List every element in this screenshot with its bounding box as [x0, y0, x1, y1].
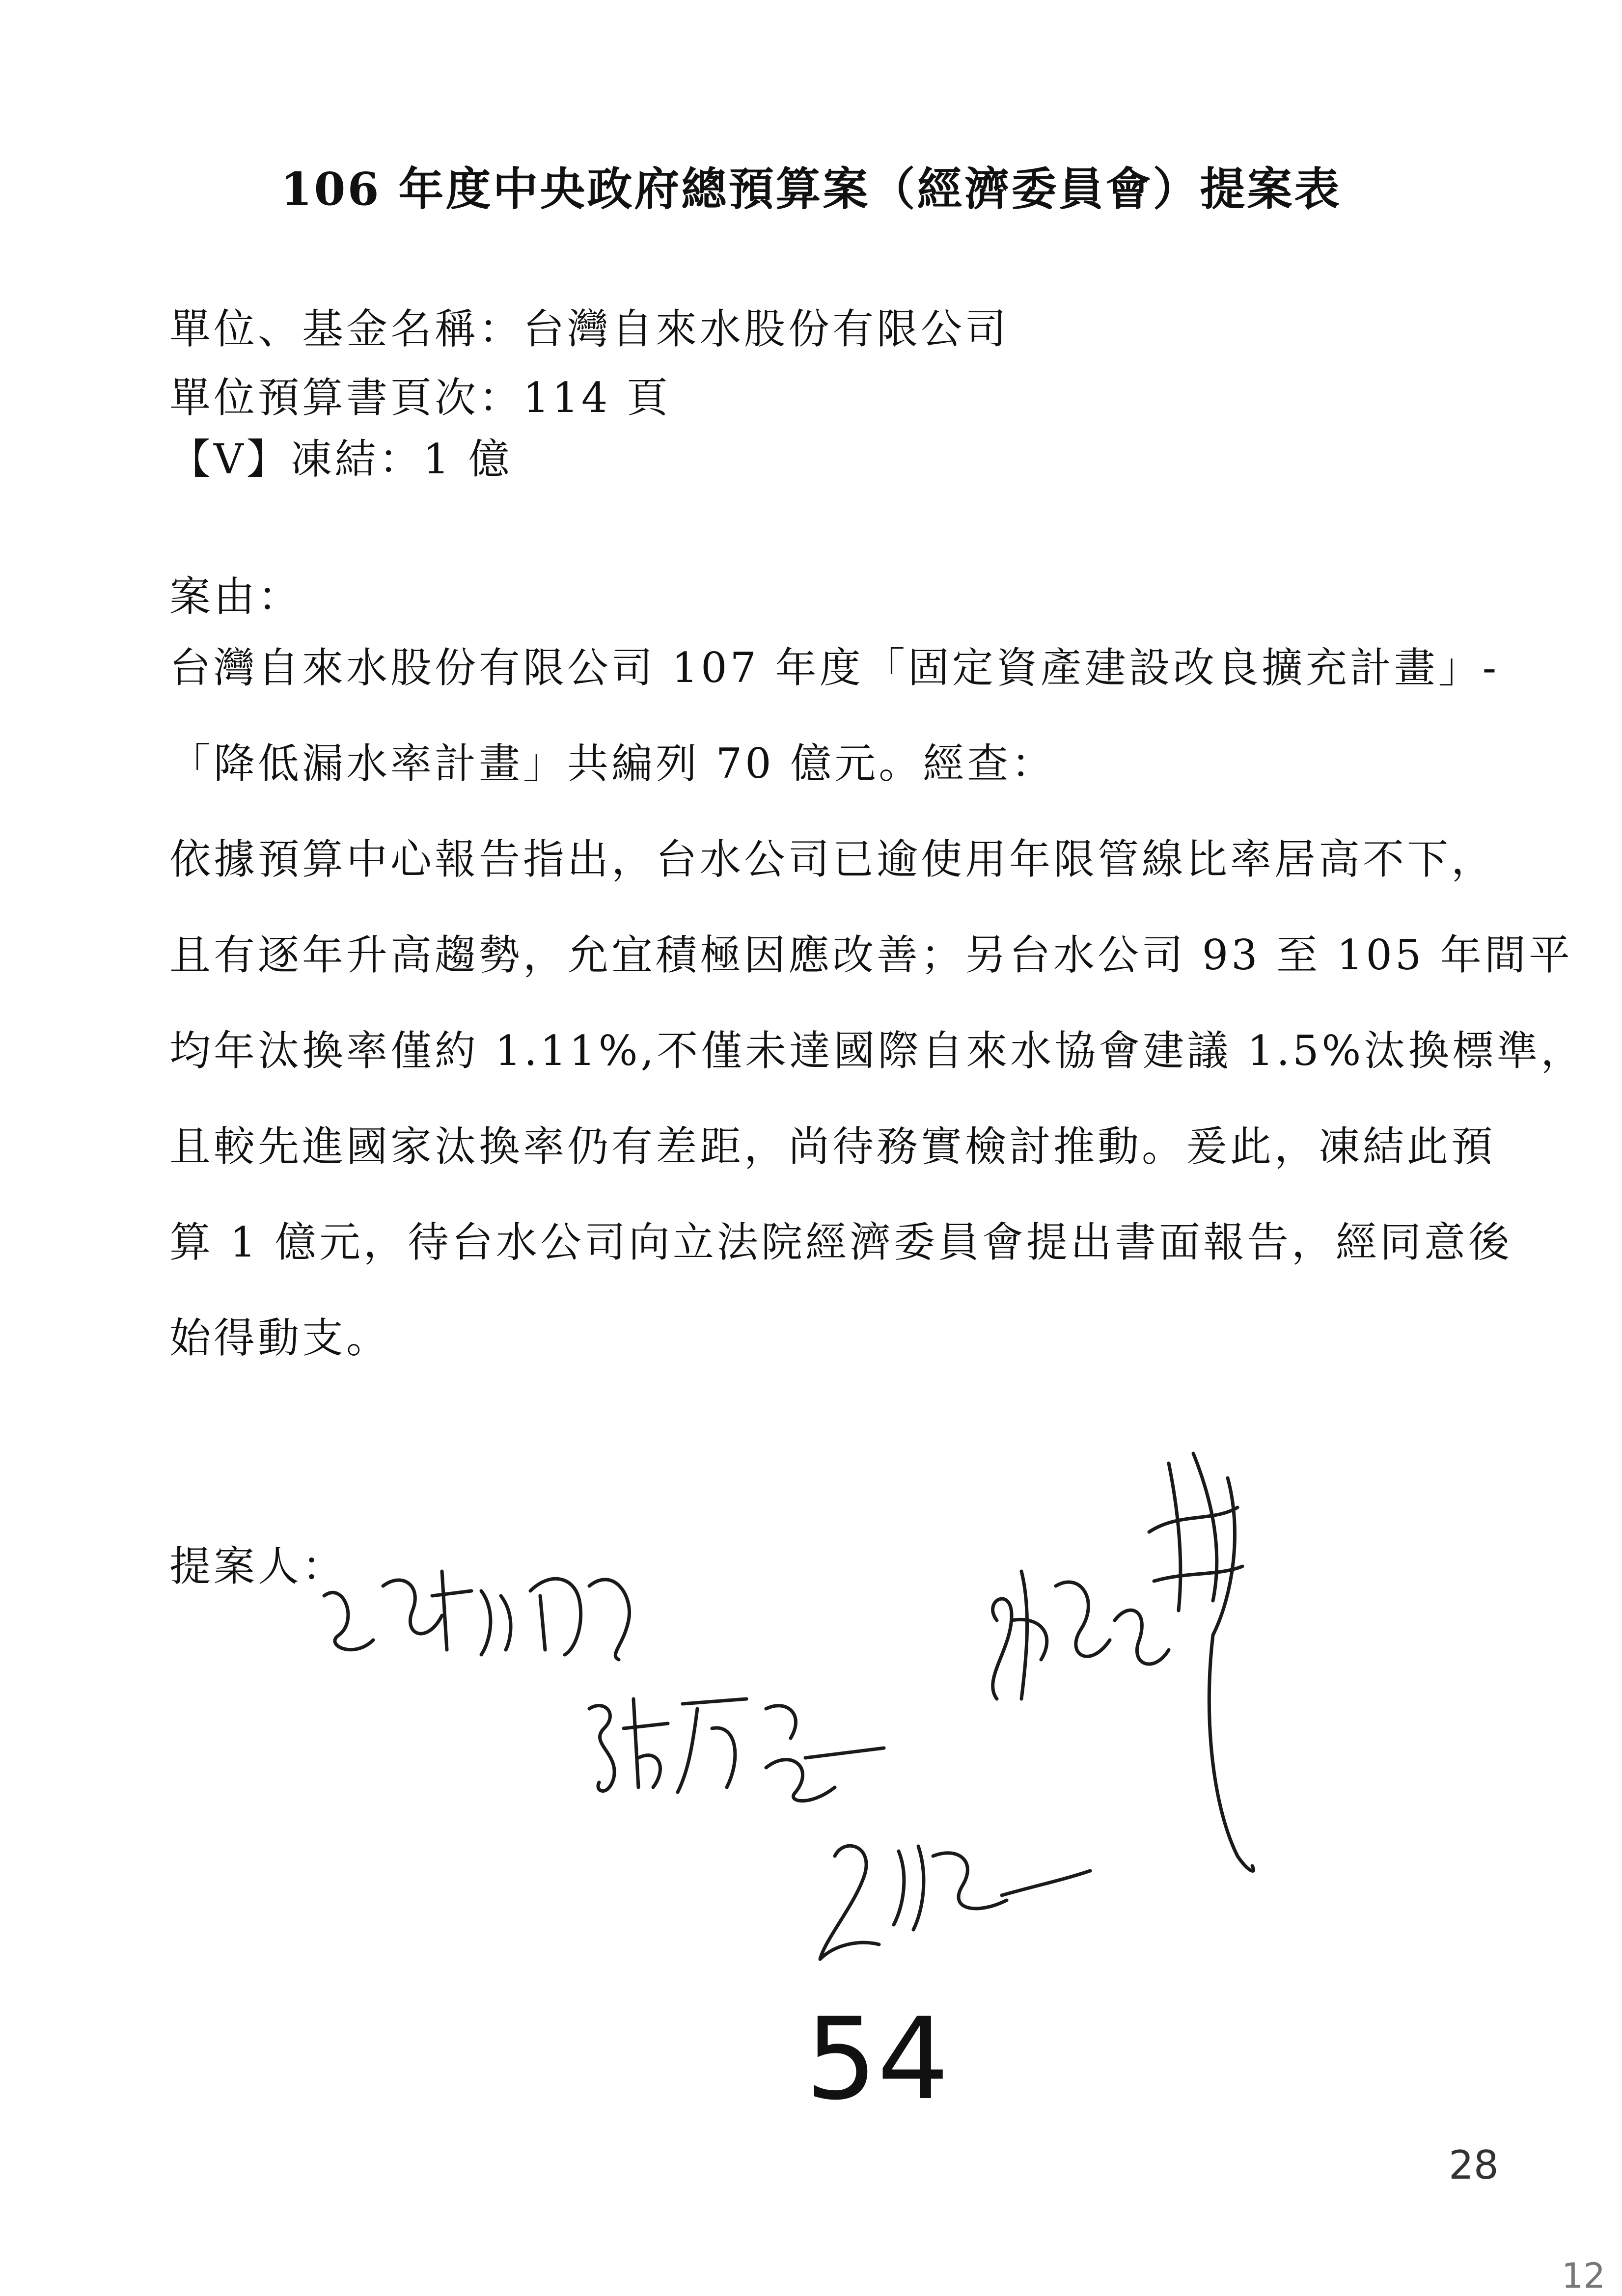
signature-3 — [993, 1453, 1254, 1871]
body-line: 且有逐年升高趨勢，允宜積極因應改善；另台水公司 93 至 105 年間平 — [169, 931, 1573, 979]
handwritten-page-number: 54 — [805, 1994, 949, 2125]
freeze-amount-line: 【V】凍結：1 億 — [169, 435, 513, 483]
body-line: 台灣自來水股份有限公司 107 年度「固定資產建設改良擴充計畫」- — [169, 644, 1500, 692]
corner-mark: 28 — [1449, 2142, 1499, 2188]
body-line: 且較先進國家汰換率仍有差距，尚待務實檢討推動。爰此，凍結此預 — [169, 1122, 1496, 1171]
body-line: 算 1 億元，待台水公司向立法院經濟委員會提出書面報告，經同意後 — [169, 1218, 1512, 1266]
unit-name-line: 單位、基金名稱：台灣自來水股份有限公司 — [169, 305, 1010, 353]
proposer-label: 提案人： — [169, 1542, 347, 1590]
signature-4 — [820, 1846, 1090, 1959]
page-title: 106 年度中央政府總預算案（經濟委員會）提案表 — [280, 163, 1342, 216]
body-line: 「降低漏水率計畫」共編列 70 億元。經查： — [169, 739, 1056, 788]
budget-page-line: 單位預算書頁次：114 頁 — [169, 374, 671, 422]
corner-mark: 12 — [1562, 2256, 1606, 2296]
reason-label: 案由： — [169, 573, 302, 621]
body-line: 始得動支。 — [169, 1314, 391, 1362]
body-line: 依據預算中心報告指出，台水公司已逾使用年限管線比率居高不下， — [169, 835, 1496, 883]
signature-2 — [589, 1699, 884, 1801]
signature-1 — [324, 1571, 630, 1660]
body-line: 均年汰換率僅約 1.11%,不僅未達國際自來水協會建議 1.5%汰換標準， — [169, 1027, 1585, 1075]
